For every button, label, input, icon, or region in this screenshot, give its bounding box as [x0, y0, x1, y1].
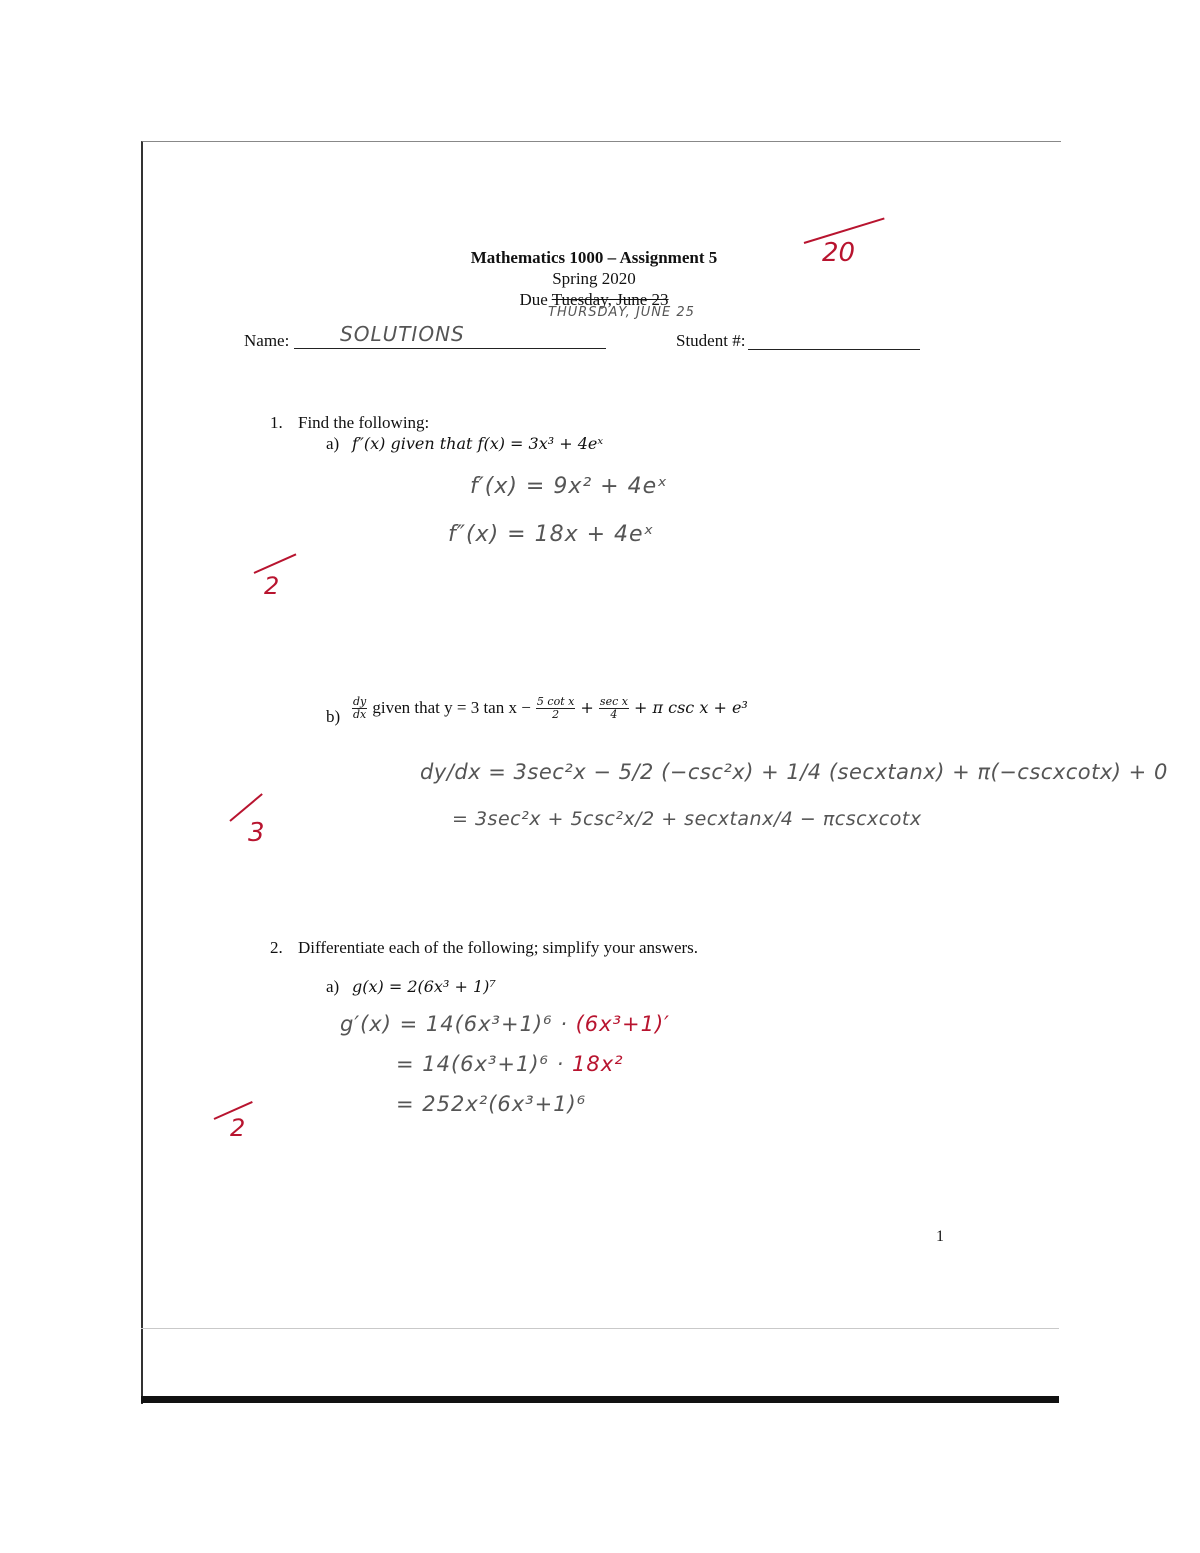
q2a-work-2-red-text: 18x²: [572, 1052, 624, 1076]
dy-numerator: dy: [353, 695, 367, 708]
due-new-date: THURSDAY, JUNE 25: [548, 305, 695, 320]
q1b-given-text: given that y = 3 tan x −: [372, 698, 531, 717]
q2a-work-line-3: = 252x²(6x³+1)⁶: [396, 1092, 587, 1116]
question-2-number: 2.: [270, 938, 283, 957]
question-1b-label: b): [326, 707, 341, 726]
q2a-work-1-red-text: (6x³+1)′: [575, 1012, 670, 1036]
five-cot-denominator: 2: [552, 708, 560, 721]
question-1a-statement: f″(x) given that f(x) = 3x³ + 4eˣ: [352, 434, 604, 453]
sec-denominator: 4: [610, 708, 618, 721]
dy-dx-fraction: [352, 696, 367, 721]
q2a-work-line-2: [396, 1052, 624, 1076]
five-cot-numerator: 5 cot x: [536, 695, 575, 708]
question-2a-label: a): [326, 977, 340, 996]
page-bottom-edge: [141, 1396, 1059, 1403]
question-2a-statement: g(x) = 2(6x³ + 1)⁷: [352, 977, 496, 996]
sec-fraction: [599, 696, 629, 721]
page-fold-line: [141, 1328, 1059, 1329]
question-1-prompt: Find the following:: [298, 413, 430, 432]
student-number-label: Student #:: [676, 331, 746, 350]
term-label: Spring 2020: [552, 269, 636, 288]
q2a-work-1-text: g′(x) = 14(6x³+1)⁶ ·: [340, 1012, 568, 1036]
q1a-work-line-2: f″(x) = 18x + 4eˣ: [448, 522, 655, 547]
name-label: Name:: [244, 331, 290, 350]
q2a-score: 2: [230, 1114, 246, 1142]
total-score: 20: [822, 238, 856, 268]
q1a-work-line-1: f′(x) = 9x² + 4eˣ: [470, 474, 668, 499]
question-2-prompt: Differentiate each of the following; simplify your answers.: [298, 938, 699, 957]
due-original-date: Tuesday, June 23: [551, 290, 669, 309]
question-1-number: 1.: [270, 413, 283, 432]
q1b-work-line-2: = 3sec²x + 5csc²x/2 + secxtanx/4 − πcscxcotx: [452, 808, 922, 830]
sec-numerator: sec x: [599, 695, 628, 708]
plus-sign: +: [580, 698, 594, 717]
assignment-title: Mathematics 1000 – Assignment 5: [470, 248, 718, 267]
q1b-score: 3: [248, 818, 265, 848]
page-number: 1: [936, 1228, 944, 1245]
q1a-score: 2: [264, 572, 280, 600]
q2a-work-line-1: [340, 1012, 670, 1036]
student-number-underline: [748, 349, 920, 350]
dx-denominator: dx: [353, 708, 367, 721]
name-value: SOLUTIONS: [340, 322, 465, 346]
five-cot-fraction: [536, 696, 575, 721]
q1b-tail-text: + π csc x + e³: [634, 698, 748, 717]
question-1b-statement: [352, 696, 748, 721]
name-underline: [294, 348, 606, 349]
q1b-work-line-1: dy/dx = 3sec²x − 5/2 (−csc²x) + 1/4 (secxtanx) + π(−cscxcotx) + 0: [420, 760, 1168, 784]
due-label: Due: [519, 290, 548, 309]
q2a-work-2-text: = 14(6x³+1)⁶ ·: [396, 1052, 565, 1076]
question-1a-label: a): [326, 434, 340, 453]
